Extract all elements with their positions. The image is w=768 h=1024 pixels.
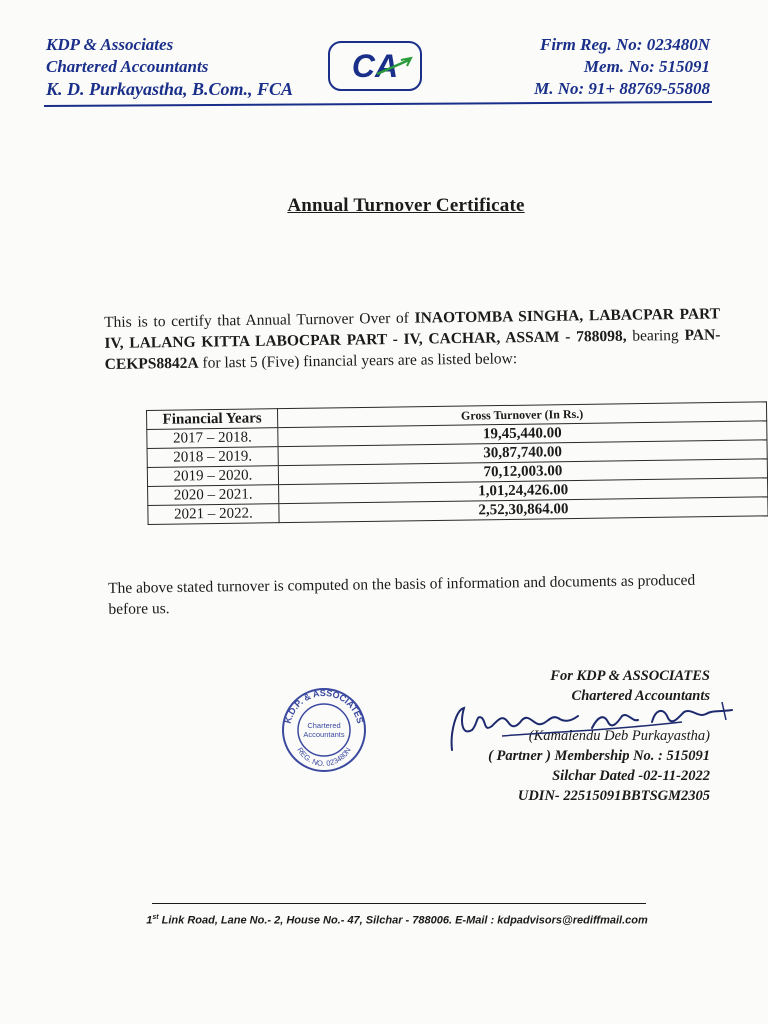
entity-name: INAOTOMBA SINGHA, LABACPAR PART IV, LALANG KITTA LABOCPAR PART - IV, CACHAR, ASSAM - 788098, <box>104 305 721 352</box>
svg-text:Chartered: Chartered <box>307 721 341 730</box>
financial-year-cell: 2021 – 2022. <box>148 504 279 525</box>
gross-turnover-cell: 70,12,003.00 <box>278 459 767 485</box>
certificate-title: Annual Turnover Certificate <box>287 195 525 216</box>
firm-type: Chartered Accountants <box>46 57 209 76</box>
firm-header-left <box>46 34 293 100</box>
footer-prefix: 1 <box>146 914 153 927</box>
sig-dated-line: Silchar Dated -02-11-2022 <box>552 768 710 784</box>
header-divider <box>44 101 712 107</box>
sig-role-line: Chartered Accountants <box>571 688 710 704</box>
gross-turnover-cell: 2,52,30,864.00 <box>279 497 768 523</box>
firm-seal-icon <box>280 686 368 774</box>
col-financial-years: Financial Years <box>147 409 278 430</box>
col-gross-turnover: Gross Turnover (In Rs.) <box>277 402 766 428</box>
turnover-table-wrapper <box>146 401 768 525</box>
footer-address <box>0 914 768 927</box>
firm-reg-no: Firm Reg. No: 023480N <box>540 35 710 54</box>
turnover-table <box>146 401 768 525</box>
svg-text:REG. NO. 023480N: REG. NO. 023480N <box>295 745 353 769</box>
gross-turnover-cell: 30,87,740.00 <box>278 440 767 466</box>
handwritten-signature-icon <box>442 692 742 760</box>
firm-name: KDP & Associates <box>46 35 174 54</box>
financial-year-cell: 2018 – 2019. <box>147 447 278 468</box>
body-intro: This is to certify that Annual Turnover Over of <box>104 309 415 331</box>
computation-note: The above stated turnover is computed on the basis of information and documents as produced before us. <box>108 571 696 618</box>
financial-year-cell: 2019 – 2020. <box>147 466 278 487</box>
firm-partner: K. D. Purkayastha, B.Com., FCA <box>46 79 294 99</box>
footer-text: Link Road, Lane No.- 2, House No.- 47, Silchar - 788006. E-Mail : kdpadvisors@rediffmail.com <box>158 914 648 927</box>
firm-header-right <box>534 34 710 100</box>
svg-text:K.D.P. & ASSOCIATES: K.D.P. & ASSOCIATES <box>282 687 366 725</box>
certificate-body <box>104 303 721 375</box>
sig-membership-line: ( Partner ) Membership No. : 515091 <box>488 748 710 764</box>
svg-text:CA: CA <box>351 48 399 84</box>
ca-logo-icon <box>327 40 423 92</box>
sig-name-line: (Kamalendu Deb Purkayastha) <box>528 728 710 744</box>
svg-text:Accountants: Accountants <box>303 730 345 739</box>
footer-sup: st <box>152 914 159 921</box>
sig-for-line: For KDP & ASSOCIATES <box>550 668 710 684</box>
gross-turnover-cell: 1,01,24,426.00 <box>279 478 768 504</box>
gross-turnover-cell: 19,45,440.00 <box>278 421 767 447</box>
mobile-no: M. No: 91+ 88769-55808 <box>534 79 710 98</box>
footer-divider <box>152 903 646 904</box>
financial-year-cell: 2020 – 2021. <box>148 485 279 506</box>
entity-pan: PAN- CEKPS8842A <box>104 326 721 373</box>
sig-udin-line: UDIN- 22515091BBTSGM2305 <box>517 788 710 804</box>
body-end: for last 5 (Five) financial years are as listed below: <box>198 350 518 372</box>
membership-no: Mem. No: 515091 <box>583 57 710 76</box>
body-mid: bearing <box>626 326 685 345</box>
financial-year-cell: 2017 – 2018. <box>147 428 278 449</box>
